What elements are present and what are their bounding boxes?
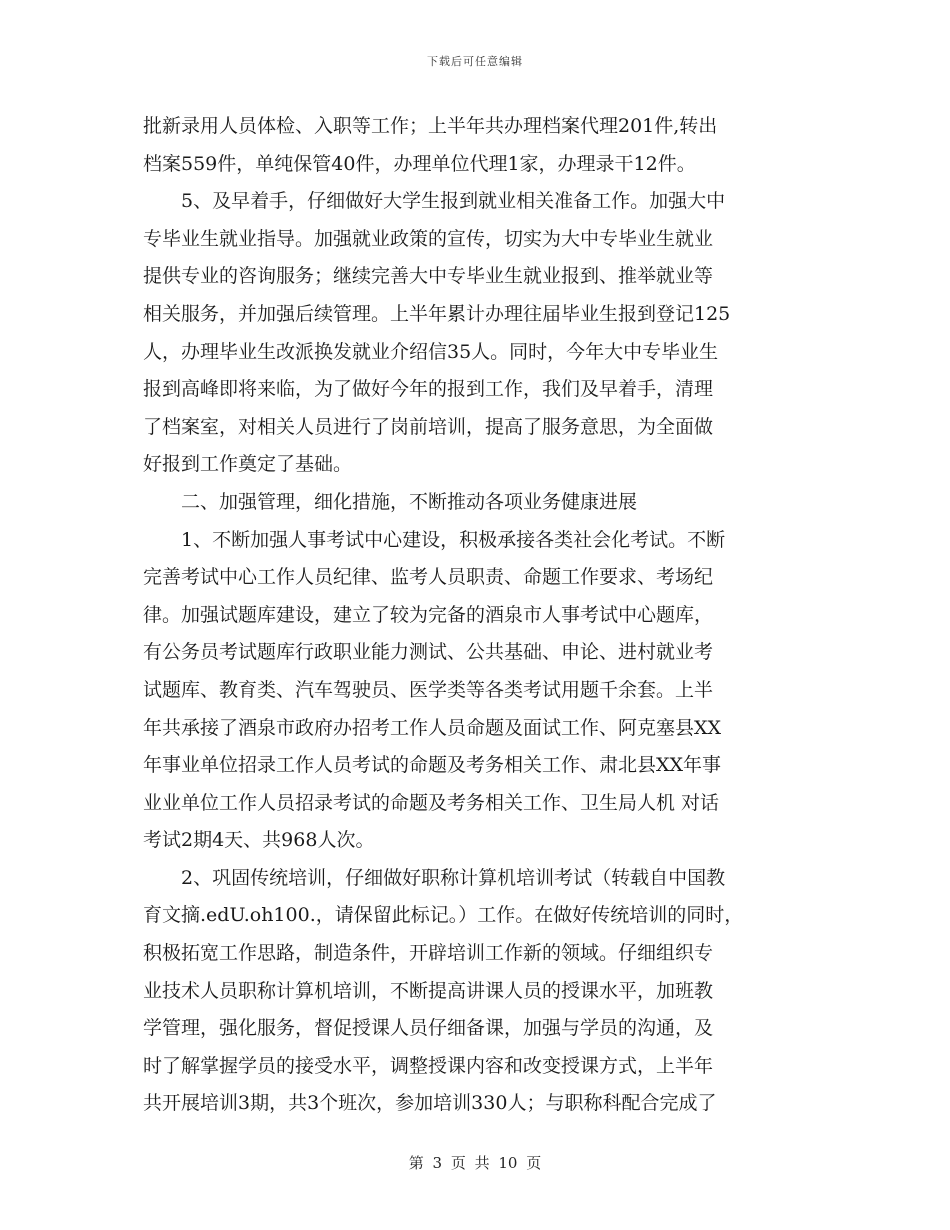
- page-number-footer: 第 3 页 共 10 页: [408, 1154, 542, 1172]
- text-line: 专毕业生就业指导。加强就业政策的宣传，切实为大中专毕业生就业: [143, 227, 714, 250]
- text-line: 年事业单位招录工作人员考试的命题及考务相关工作、肃北县XX年事: [143, 754, 722, 777]
- text-line: 律。加强试题库建设，建立了较为完备的酒泉市人事考试中心题库，: [143, 603, 714, 626]
- text-line: 积极拓宽工作思路，制造条件，开辟培训工作新的领域。仔细组织专: [143, 942, 714, 965]
- text-line: 5、及早着手，仔细做好大学生报到就业相关准备工作。加强大中: [143, 190, 726, 213]
- text-line: 了档案室，对相关人员进行了岗前培训，提高了服务意思，为全面做: [143, 415, 714, 438]
- text-line: 共开展培训3期，共3个班次，参加培训330人；与职称科配合完成了: [143, 1092, 717, 1115]
- section-heading: 二、加强管理，细化措施，不断推动各项业务健康进展: [143, 490, 638, 513]
- page-header-note: 下载后可任意编辑: [427, 55, 523, 68]
- text-line: 考试2期4天、共968人次。: [143, 829, 375, 852]
- document-body: [143, 108, 807, 1123]
- text-line: 批新录用人员体检、入职等工作；上半年共办理档案代理201件,转出: [143, 115, 718, 137]
- text-line: 2、巩固传统培训，仔细做好职称计算机培训考试（转载自中国教: [143, 866, 726, 889]
- text-line: 业技术人员职称计算机培训，不断提高讲课人员的授课水平，加班教: [143, 979, 714, 1002]
- text-line: 试题库、教育类、汽车驾驶员、医学类等各类考试用题千余套。上半: [143, 678, 714, 701]
- text-line: 人，办理毕业生改派换发就业介绍信35人。同时，今年大中专毕业生: [143, 340, 719, 363]
- text-line: 好报到工作奠定了基础。: [143, 453, 353, 476]
- text-line: 学管理，强化服务，督促授课人员仔细备课，加强与学员的沟通，及: [143, 1017, 714, 1040]
- text-line: 1、不断加强人事考试中心建设，积极承接各类社会化考试。不断: [143, 528, 726, 551]
- text-line: 有公务员考试题库行政职业能力测试、公共基础、申论、进村就业考: [143, 641, 714, 664]
- text-line: 完善考试中心工作人员纪律、监考人员职责、命题工作要求、考场纪: [143, 566, 714, 589]
- text-line: 时了解掌握学员的接受水平，调整授课内容和改变授课方式，上半年: [143, 1054, 714, 1077]
- text-line: 年共承接了酒泉市政府办招考工作人员命题及面试工作、阿克塞县XX: [143, 716, 722, 739]
- text-line: 档案559件，单纯保管40件，办理单位代理1家，办理录干12件。: [143, 152, 696, 175]
- text-line: 业业单位工作人员招录考试的命题及考务相关工作、卫生局人机 对话: [143, 791, 720, 814]
- text-line: 相关服务，并加强后续管理。上半年累计办理往届毕业生报到登记125: [143, 302, 731, 325]
- text-line: 提供专业的咨询服务；继续完善大中专毕业生就业报到、推举就业等: [143, 265, 714, 288]
- text-line: 报到高峰即将来临，为了做好今年的报到工作，我们及早着手，清理: [143, 378, 714, 401]
- text-line: 育文摘.edU.oh100.，请保留此标记。）工作。在做好传统培训的同时，: [143, 904, 744, 927]
